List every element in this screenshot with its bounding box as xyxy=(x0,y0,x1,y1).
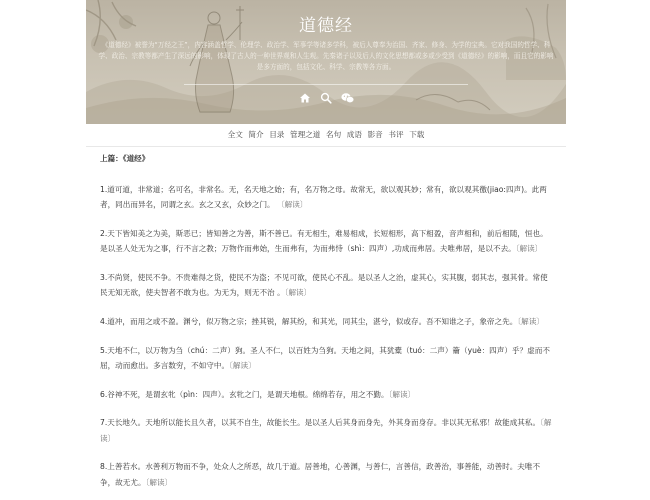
nav-divider xyxy=(86,146,566,147)
chapter-paragraph xyxy=(100,270,552,301)
site-description: 《道德经》被誉为“万经之王”，内容涵盖哲学、伦理学、政治学、军事学等诸多学科，被后人尊奉为治国、齐家、修身、为学的宝典。它对我国的哲学、科学、政治、宗教等都产生了深远的影响，体现了古人的一种世界观和人生观。先秦诸子以及后人的文化思想都或多或少受到《道德经》的影响，而且它的影响是多方面的，包括文化、科学、宗教等各方面。 xyxy=(98,41,554,71)
explain-link[interactable]: 〔解读〕 xyxy=(388,389,416,399)
chapter-text: 1.道可道，非常道；名可名，非常名。无，名天地之始；有，名万物之母。故常无，欲以观其妙；常有，欲以观其徼(jiao:四声)。此两者，同出而异名，同谓之玄。玄之又玄，众妙之门。 xyxy=(100,185,547,210)
top-nav xyxy=(86,129,566,140)
chapter-text: 8.上善若水。水善利万物而不争，处众人之所恶，故几于道。居善地，心善渊，与善仁，言善信，政善治，事善能，动善时。夫唯不争，故无尤。 xyxy=(100,462,541,487)
section-title: 《道经》 xyxy=(122,154,150,163)
nav-item-media[interactable]: 影音 xyxy=(367,130,383,139)
explain-link[interactable]: 〔解读〕 xyxy=(100,418,552,443)
explain-link[interactable]: 〔解读〕 xyxy=(284,288,312,298)
nav-item-download[interactable]: 下载 xyxy=(409,130,425,139)
hero-icon-bar xyxy=(86,88,566,102)
chapter-text: 7.天长地久。天地所以能长且久者，以其不自生，故能长生。是以圣人后其身而身先，外其身而身存。非以其无私邪！故能成其私。 xyxy=(100,418,541,428)
chapter-text: 4.道冲，而用之或不盈。渊兮，似万物之宗；挫其锐，解其纷，和其光，同其尘，湛兮，似或存。吾不知谁之子，象帝之先。 xyxy=(100,316,518,326)
wechat-icon[interactable] xyxy=(341,89,353,101)
home-icon[interactable] xyxy=(299,89,311,101)
explain-link[interactable]: 〔解读〕 xyxy=(145,477,173,487)
nav-item-reviews[interactable]: 书评 xyxy=(388,130,404,139)
chapter-text: 2.天下皆知美之为美，斯恶已；皆知善之为善，斯不善已。有无相生，难易相成，长短相形，高下相盈，音声相和，前后相随，恒也。是以圣人处无为之事，行不言之教；万物作而弗始，生而弗有，为而弗恃（shì：四声）,功成而弗居。夫唯弗居，是以不去。 xyxy=(100,228,548,254)
chapter-paragraph xyxy=(100,314,552,329)
chapter-paragraph xyxy=(100,226,552,257)
chapter-text: 3.不尚贤，使民不争。不贵难得之货，使民不为盗；不见可欲，使民心不乱。是以圣人之治，虚其心，实其腹，弱其志，强其骨。常使民无知无欲，使夫智者不敢为也。为无为，则无不治 。 xyxy=(100,272,548,298)
main-content xyxy=(100,153,552,500)
section-heading xyxy=(100,153,552,165)
nav-item-intro[interactable]: 简介 xyxy=(248,130,264,139)
site-title: 道德经 xyxy=(299,16,353,36)
nav-item-idioms[interactable]: 成语 xyxy=(346,130,362,139)
chapter-paragraph xyxy=(100,459,552,490)
explain-link[interactable]: 〔解读〕 xyxy=(517,316,544,326)
chapter-text: 5.天地不仁，以万物为刍（chú：二声）狗。圣人不仁，以百姓为刍狗。天地之间，其犹橐（tuó：二声）籥（yuè：四声）乎？虚而不屈，动而愈出。多言数穷，不如守中。 xyxy=(100,345,550,370)
explain-link[interactable]: 〔解读〕 xyxy=(277,200,308,210)
chapter-paragraph xyxy=(100,387,552,402)
nav-item-toc[interactable]: 目录 xyxy=(269,130,285,139)
chapter-paragraph xyxy=(100,182,552,213)
explain-link[interactable]: 〔解读〕 xyxy=(229,360,256,370)
nav-item-fulltext[interactable]: 全文 xyxy=(227,130,243,139)
section-prefix: 上篇： xyxy=(100,154,123,163)
chapter-text: 6.谷神不死，是谓玄牝（pìn：四声）。玄牝之门，是谓天地根。绵绵若存，用之不勤。 xyxy=(100,389,389,399)
hero-divider xyxy=(184,84,468,85)
page xyxy=(86,0,566,500)
hero-banner xyxy=(86,0,566,124)
search-icon[interactable] xyxy=(320,89,332,101)
explain-link[interactable]: 〔解读〕 xyxy=(515,244,543,254)
chapter-paragraph xyxy=(100,415,552,446)
nav-item-quotes[interactable]: 名句 xyxy=(326,130,342,139)
nav-item-management[interactable]: 管理之道 xyxy=(290,130,321,139)
chapter-paragraph xyxy=(100,343,552,374)
